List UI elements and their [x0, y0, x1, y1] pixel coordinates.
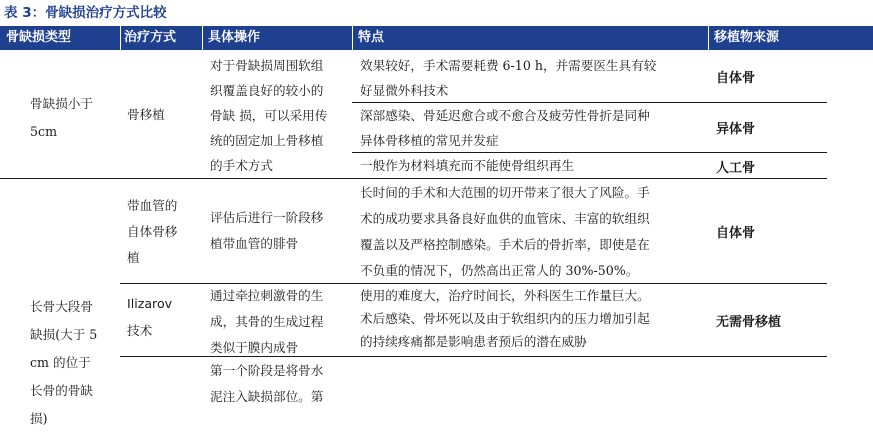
header-divider — [120, 26, 121, 50]
header-divider — [202, 26, 203, 50]
feature-line: 好显微外科技术 — [360, 83, 449, 98]
group2-ilizarov-method — [127, 290, 172, 344]
type-line: 长骨的骨缺 — [30, 383, 93, 398]
operation-line: 植带血管的腓骨 — [210, 236, 299, 251]
operation-line: 泥注入缺损部位。第 — [210, 389, 324, 404]
feature-line: 长时间的手术和大范围的切开带来了很大了风险。手 — [360, 185, 650, 200]
feature-line: 的持续疼痛都是影响患者预后的潜在威胁 — [360, 334, 587, 349]
method-line: Ilizarov — [127, 296, 173, 311]
method-line: 自体骨移 — [127, 224, 178, 239]
group2-vascularized-method — [127, 193, 177, 271]
operation-line: 对于骨缺损周围软组 — [210, 58, 324, 73]
operation-line: 成，其骨的生成过程 — [210, 314, 324, 329]
feature-line: 覆盖以及严格控制感染。手术后的骨折率，即使是在 — [360, 237, 650, 252]
feature-line: 不负重的情况下，仍然高出正常人的 30%-50%。 — [360, 263, 639, 278]
group1-operation — [210, 53, 327, 178]
table-caption: 表 3：骨缺损治疗方式比较 — [4, 5, 167, 21]
group2-ilizarov-operation — [210, 283, 323, 361]
type-line: cm 的位于 — [30, 355, 91, 370]
feature-line: 深部感染、骨延迟愈合或不愈合及疲劳性骨折是同种 — [360, 108, 650, 123]
operation-line: 类似于膜内成骨 — [210, 340, 299, 355]
feature-line: 术的成功要求具备良好血供的血管床、丰富的软组织 — [360, 211, 650, 226]
operation-line: 织覆盖良好的较小的 — [210, 83, 324, 98]
group1-type — [30, 90, 93, 146]
source-artificial: 人工骨 — [716, 161, 756, 176]
source-ilizarov: 无需骨移植 — [716, 315, 782, 330]
group2-third-operation — [210, 358, 323, 410]
header-operation: 具体操作 — [208, 30, 261, 45]
group2-ilizarov-feature — [360, 284, 650, 353]
group2-type — [30, 293, 97, 433]
source-vascularized: 自体骨 — [716, 226, 756, 241]
header-bone-defect-type: 骨缺损类型 — [6, 30, 72, 45]
operation-line: 统的固定加上骨移植 — [210, 133, 324, 148]
table-header — [0, 26, 873, 50]
group2-vascularized-feature — [360, 180, 650, 284]
method-line: 植 — [127, 250, 140, 265]
header-divider — [352, 26, 353, 50]
row-divider — [120, 356, 827, 357]
header-divider — [708, 26, 709, 50]
operation-line: 骨缺 损，可以采用传 — [210, 108, 328, 123]
header-graft-source: 移植物来源 — [714, 30, 780, 45]
group1-method: 骨移植 — [127, 107, 165, 122]
group2-vascularized-operation — [210, 205, 323, 257]
source-allograft: 异体骨 — [716, 122, 756, 137]
operation-line: 通过牵拉刺激骨的生 — [210, 288, 324, 303]
type-line: 损) — [30, 411, 48, 426]
operation-line: 的手术方式 — [210, 158, 273, 173]
header-treatment-method: 治疗方式 — [124, 30, 177, 45]
header-features: 特点 — [358, 30, 385, 45]
feature-line: 效果较好，手术需要耗费 6-10 h，并需要医生具有较 — [360, 58, 657, 73]
group-divider — [0, 178, 827, 179]
type-line: 骨缺损小于 — [30, 96, 93, 111]
source-autograft: 自体骨 — [716, 71, 756, 86]
type-line: 缺损(大于 5 — [30, 327, 98, 342]
group1-feature-autograft — [360, 53, 656, 103]
operation-line: 第一个阶段是将骨水 — [210, 363, 324, 378]
group1-feature-artificial: 一般作为材料填充而不能使骨组织再生 — [360, 158, 575, 173]
method-line: 带血管的 — [127, 198, 178, 213]
feature-line: 异体骨移植的常见并发症 — [360, 133, 499, 148]
operation-line: 评估后进行一阶段移 — [210, 210, 324, 225]
group1-feature-allograft — [360, 103, 650, 153]
method-line: 技术 — [127, 323, 153, 338]
type-line: 长骨大段骨 — [30, 299, 93, 314]
feature-line: 使用的难度大，治疗时间长，外科医生工作量巨大。 — [360, 288, 650, 303]
feature-line: 术后感染、骨坏死以及由于软组织内的压力增加引起 — [360, 311, 650, 326]
type-line: 5cm — [30, 124, 58, 139]
